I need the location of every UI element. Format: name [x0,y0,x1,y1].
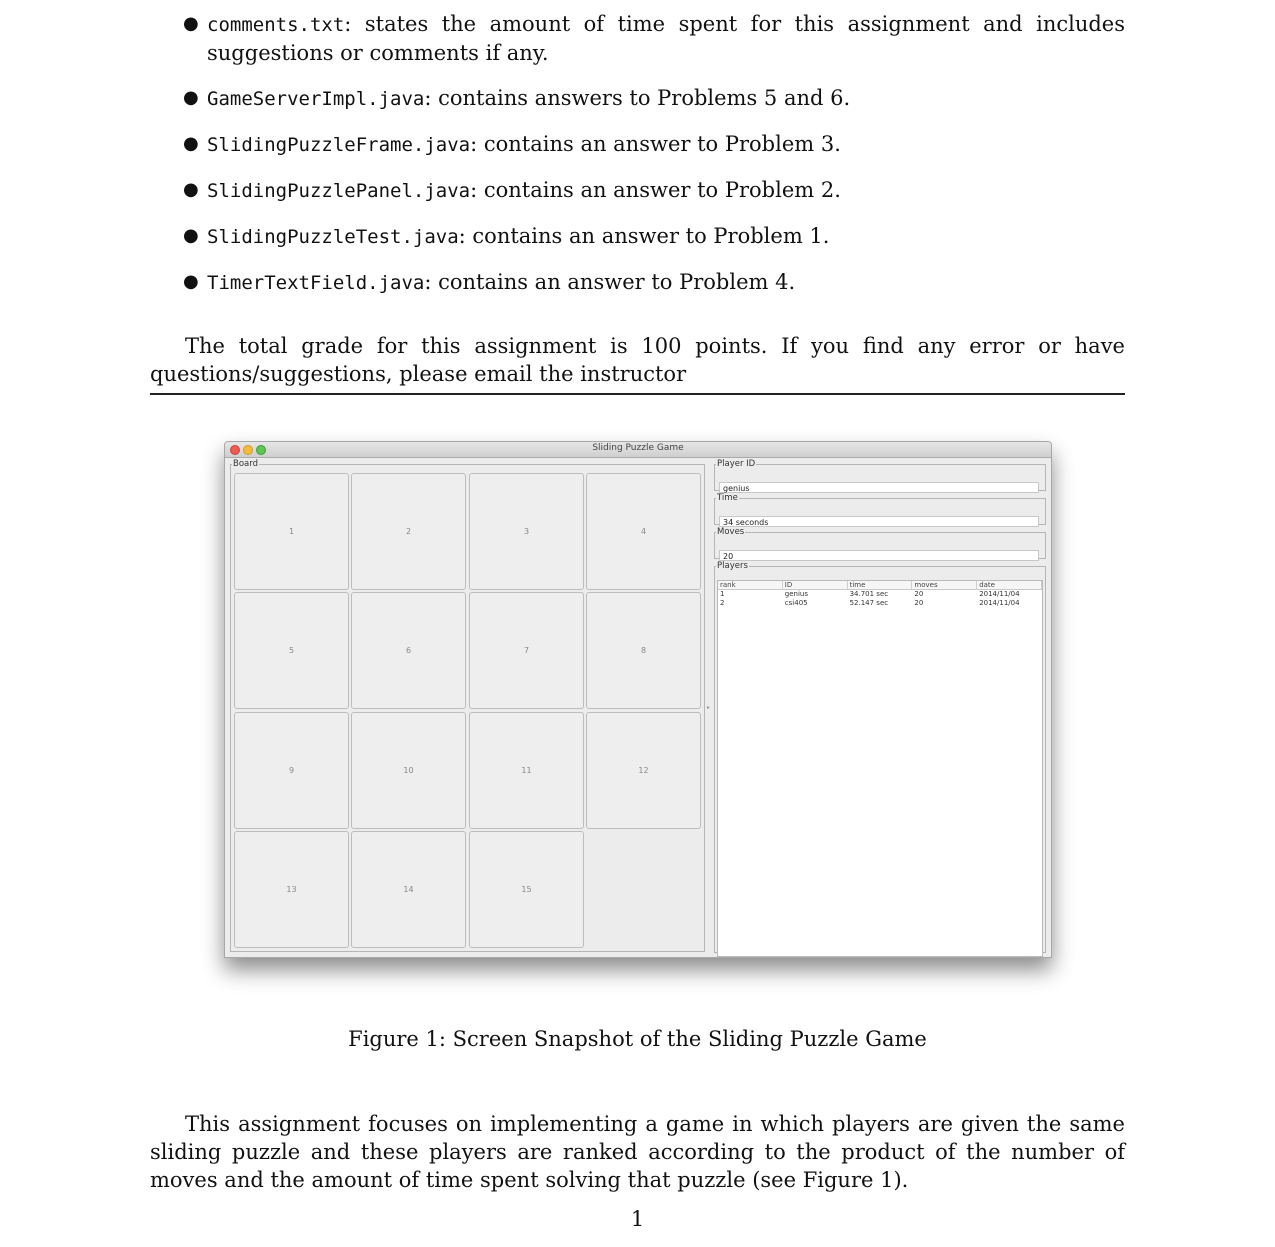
bullet-icon: ● [183,271,199,292]
file-description: : contains an answer to Problem 2. [470,178,841,202]
file-description: : contains answers to Problems 5 and 6. [424,86,851,110]
file-name: SlidingPuzzleFrame.java [207,134,471,156]
list-item [150,268,1125,297]
table-cell: 20 [914,590,924,598]
puzzle-tile[interactable]: 12 [586,712,701,829]
figure-caption: Figure 1: Screen Snapshot of the Sliding Puzzle Game [348,1027,927,1051]
moves-group [714,528,1046,559]
table-cell: 20 [914,599,924,607]
table-row[interactable] [718,590,1042,599]
board-panel [230,460,705,952]
grading-paragraph: The total grade for this assignment is 100 points. If you find any error or have questions/suggestions, please email the instructor [150,334,1125,386]
time-field[interactable]: 34 seconds [719,516,1039,527]
table-cell: 2014/11/04 [979,599,1020,607]
list-item [150,130,1125,159]
column-header[interactable]: moves [912,581,977,589]
time-group [714,494,1046,525]
list-item [150,10,1125,67]
puzzle-tile[interactable]: 7 [469,592,584,709]
table-header [718,581,1042,590]
file-name: SlidingPuzzleTest.java [207,226,459,248]
file-name: TimerTextField.java [207,272,425,294]
window-title: Sliding Puzzle Game [592,443,684,453]
player-id-field[interactable]: genius [719,482,1039,493]
column-header[interactable]: rank [718,581,783,589]
table-cell: 2 [720,599,725,607]
puzzle-tile[interactable]: 13 [234,831,349,948]
puzzle-tile[interactable]: 10 [351,712,466,829]
player-id-group [714,460,1046,491]
puzzle-tile[interactable]: 11 [469,712,584,829]
list-item [150,176,1125,205]
horizontal-rule [150,393,1125,395]
app-window-screenshot [224,441,1052,958]
file-description: : contains an answer to Problem 3. [470,132,841,156]
bullet-icon: ● [183,225,199,246]
file-list [150,10,1125,314]
bullet-icon: ● [183,133,199,154]
players-group [714,562,1046,953]
table-cell: genius [784,590,809,598]
players-table[interactable] [717,580,1043,957]
puzzle-tile[interactable]: 14 [351,831,466,948]
table-cell: 34.701 sec [849,590,889,598]
page-number: 1 [630,1207,645,1231]
puzzle-tile[interactable]: 5 [234,592,349,709]
window-titlebar [225,442,1051,458]
player-id-label: Player ID [717,459,756,469]
board-label: Board [233,459,258,469]
column-header[interactable]: ID [783,581,848,589]
puzzle-tile[interactable]: 9 [234,712,349,829]
split-pane-divider[interactable]: ▸ [707,704,711,711]
moves-label: Moves [717,527,745,537]
table-row[interactable] [718,599,1042,608]
players-label: Players [717,561,748,571]
moves-field[interactable]: 20 [719,550,1039,561]
puzzle-tile[interactable]: 8 [586,592,701,709]
puzzle-tile[interactable]: 6 [351,592,466,709]
puzzle-tile[interactable]: 15 [469,831,584,948]
intro-paragraph: This assignment focuses on implementing a game in which players are given the same sliding puzzle and these players are ranked according to the product of the number of moves and the amount of time spent solving that puzzle (see Figure 1). [150,1112,1125,1192]
time-label: Time [717,493,738,503]
bullet-icon: ● [183,13,199,34]
table-cell: csi405 [784,599,808,607]
file-name: comments.txt [207,14,345,36]
file-description: : states the amount of time spent for this assignment and includes suggestions or comments if any. [207,12,1125,65]
puzzle-tile[interactable]: 1 [234,473,349,590]
file-name: GameServerImpl.java [207,88,425,110]
puzzle-tile[interactable]: 4 [586,473,701,590]
table-cell: 1 [720,590,725,598]
bullet-icon: ● [183,179,199,200]
puzzle-tile[interactable]: 2 [351,473,466,590]
file-description: : contains an answer to Problem 4. [424,270,796,294]
puzzle-tile[interactable]: 3 [469,473,584,590]
column-header[interactable]: date [977,581,1042,589]
file-description: : contains an answer to Problem 1. [458,224,830,248]
table-cell: 52.147 sec [849,599,889,607]
list-item [150,222,1125,251]
table-cell: 2014/11/04 [979,590,1020,598]
file-name: SlidingPuzzlePanel.java [207,180,471,202]
bullet-icon: ● [183,87,199,108]
list-item [150,84,1125,113]
column-header[interactable]: time [848,581,913,589]
